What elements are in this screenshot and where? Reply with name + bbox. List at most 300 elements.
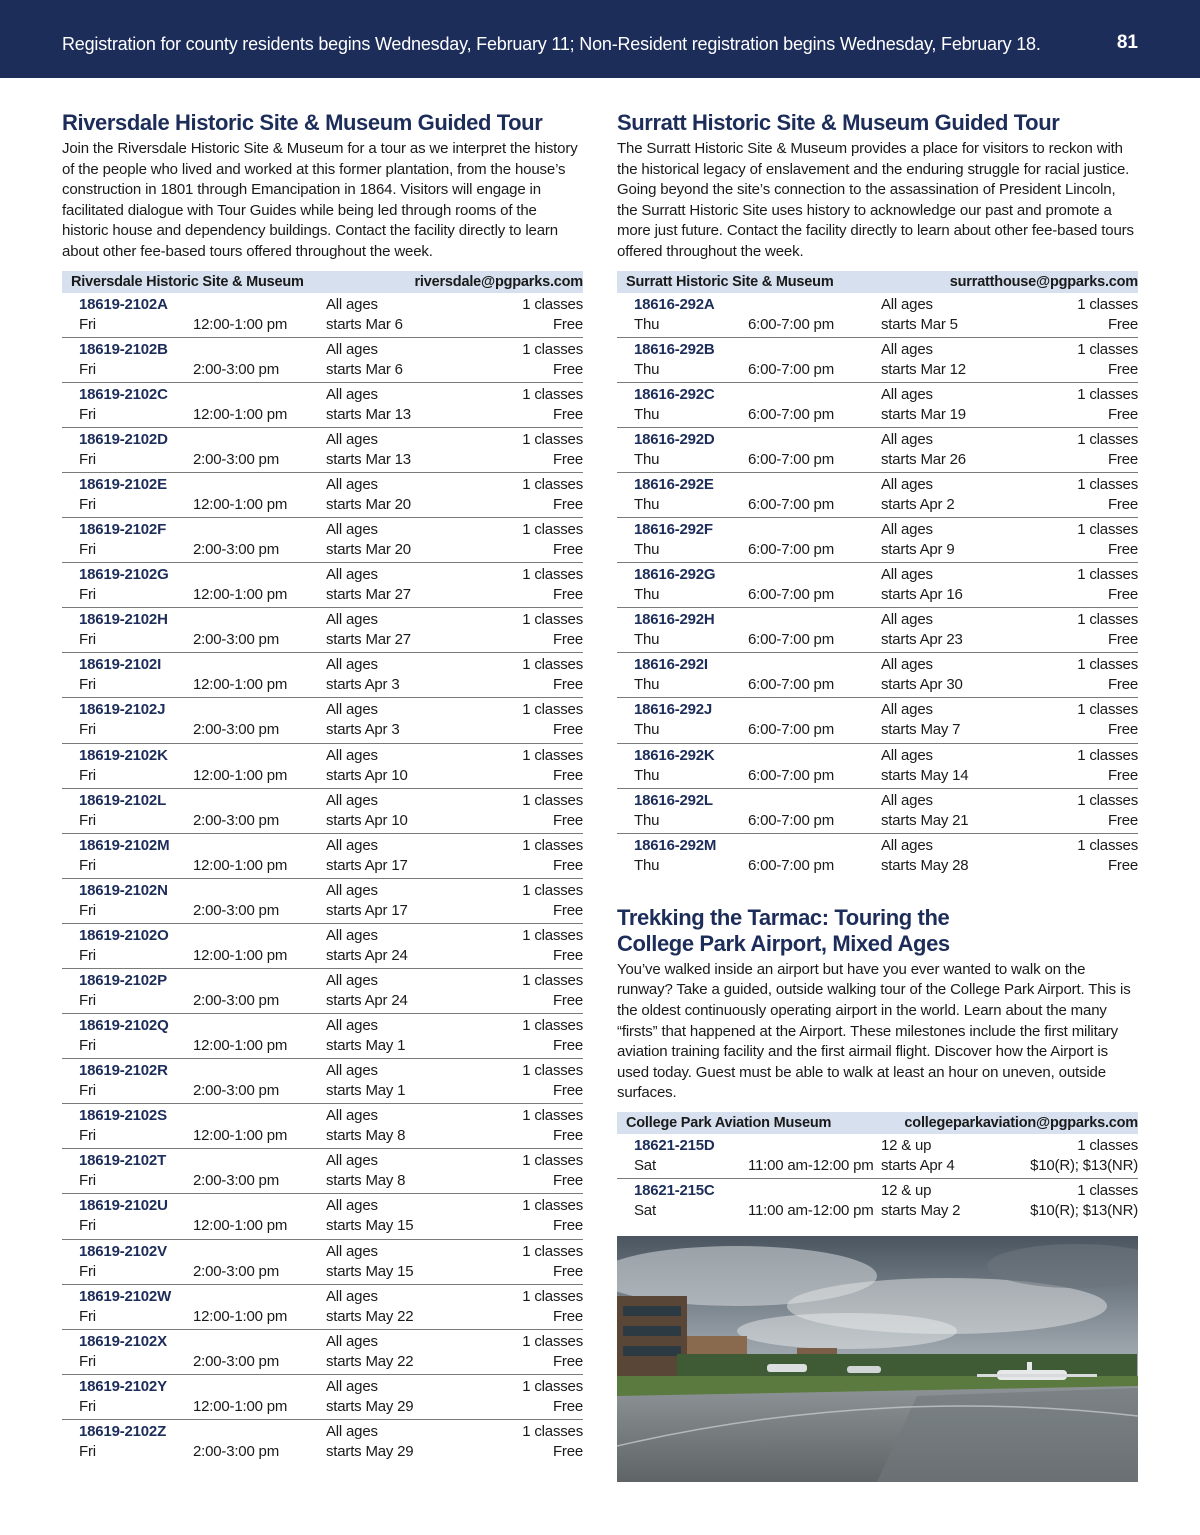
session-row	[62, 518, 583, 563]
age-range: All ages	[881, 385, 933, 403]
course-code[interactable]: 18619-2102T	[79, 1152, 167, 1170]
course-code[interactable]: 18616-292C	[634, 385, 715, 403]
session-row	[62, 473, 583, 518]
facility-name: Surratt Historic Site & Museum	[626, 273, 834, 290]
session-fee: Free	[552, 946, 583, 964]
session-time: 2:00-3:00 pm	[193, 450, 279, 468]
course-code[interactable]: 18616-292H	[634, 611, 715, 629]
class-count: 1 classes	[522, 1287, 583, 1305]
session-fee: Free	[552, 1082, 583, 1100]
session-time: 2:00-3:00 pm	[193, 1082, 279, 1100]
session-day: Fri	[79, 1262, 96, 1280]
session-time: 12:00-1:00 pm	[193, 766, 288, 784]
session-row	[62, 383, 583, 428]
age-range: All ages	[881, 611, 933, 629]
session-fee: Free	[1107, 541, 1138, 559]
course-code[interactable]: 18619-2102Z	[79, 1422, 167, 1440]
course-code[interactable]: 18619-2102P	[79, 971, 167, 989]
session-day: Fri	[79, 495, 96, 513]
class-count: 1 classes	[1077, 656, 1138, 674]
session-day: Thu	[634, 315, 660, 333]
age-range: All ages	[326, 521, 378, 539]
class-count: 1 classes	[522, 1107, 583, 1125]
session-row	[617, 789, 1138, 834]
session-day: Thu	[634, 541, 660, 559]
session-day: Thu	[634, 405, 660, 423]
session-time: 12:00-1:00 pm	[193, 405, 288, 423]
session-row	[62, 653, 583, 698]
session-fee: Free	[552, 901, 583, 919]
session-day: Thu	[634, 676, 660, 694]
start-date: starts Mar 6	[326, 315, 403, 333]
class-count: 1 classes	[522, 1152, 583, 1170]
class-count: 1 classes	[522, 385, 583, 403]
session-day: Fri	[79, 901, 96, 919]
session-day: Fri	[79, 1037, 96, 1055]
session-time: 6:00-7:00 pm	[748, 541, 834, 559]
age-range: All ages	[326, 881, 378, 899]
session-day: Fri	[79, 315, 96, 333]
start-date: starts Apr 24	[326, 991, 408, 1009]
course-code[interactable]: 18616-292B	[634, 340, 715, 358]
class-count: 1 classes	[1077, 521, 1138, 539]
class-count: 1 classes	[522, 340, 583, 358]
session-row	[62, 563, 583, 608]
start-date: starts Mar 19	[881, 405, 966, 423]
surratt-facility-bar	[617, 271, 1138, 293]
session-time: 6:00-7:00 pm	[748, 811, 834, 829]
class-count: 1 classes	[1077, 1182, 1138, 1200]
session-row	[62, 834, 583, 879]
age-range: All ages	[881, 791, 933, 809]
session-time: 6:00-7:00 pm	[748, 360, 834, 378]
session-fee: Free	[1107, 315, 1138, 333]
class-count: 1 classes	[522, 1332, 583, 1350]
session-row	[617, 383, 1138, 428]
start-date: starts May 15	[326, 1217, 414, 1235]
session-day: Thu	[634, 811, 660, 829]
start-date: starts Mar 13	[326, 450, 411, 468]
session-day: Fri	[79, 1397, 96, 1415]
course-code[interactable]: 18619-2102A	[79, 295, 168, 313]
start-date: starts May 8	[326, 1127, 406, 1145]
start-date: starts Apr 10	[326, 766, 408, 784]
age-range: All ages	[326, 566, 378, 584]
course-code[interactable]: 18619-2102K	[79, 746, 168, 764]
age-range: All ages	[881, 701, 933, 719]
session-day: Fri	[79, 586, 96, 604]
tarmac-facility-bar	[617, 1112, 1138, 1134]
session-fee: Free	[1107, 450, 1138, 468]
class-count: 1 classes	[522, 926, 583, 944]
class-count: 1 classes	[522, 881, 583, 899]
session-row	[617, 293, 1138, 338]
age-range: All ages	[326, 656, 378, 674]
start-date: starts May 8	[326, 1172, 406, 1190]
class-count: 1 classes	[1077, 611, 1138, 629]
session-fee: Free	[1107, 631, 1138, 649]
start-date: starts Apr 10	[326, 811, 408, 829]
start-date: starts Mar 27	[326, 586, 411, 604]
tarmac-title-line2: College Park Airport, Mixed Ages	[617, 930, 950, 956]
session-time: 12:00-1:00 pm	[193, 315, 288, 333]
start-date: starts Apr 16	[881, 586, 963, 604]
session-time: 12:00-1:00 pm	[193, 676, 288, 694]
age-range: All ages	[326, 1152, 378, 1170]
course-code[interactable]: 18619-2102I	[79, 656, 162, 674]
age-range: All ages	[326, 791, 378, 809]
age-range: 12 & up	[881, 1182, 932, 1200]
session-row	[62, 1059, 583, 1104]
course-code[interactable]: 18619-2102E	[79, 475, 167, 493]
session-time: 12:00-1:00 pm	[193, 946, 288, 964]
session-list	[617, 1134, 1138, 1224]
facility-email[interactable]: collegeparkaviation@pgparks.com	[904, 1114, 1138, 1131]
session-fee: Free	[1107, 405, 1138, 423]
session-row	[62, 1240, 583, 1285]
course-code[interactable]: 18616-292M	[634, 836, 717, 854]
session-time: 2:00-3:00 pm	[193, 631, 279, 649]
session-fee: Free	[552, 1127, 583, 1145]
age-range: All ages	[326, 746, 378, 764]
age-range: All ages	[326, 1287, 378, 1305]
session-row	[62, 698, 583, 743]
age-range: All ages	[881, 340, 933, 358]
start-date: starts May 14	[881, 766, 969, 784]
session-fee: Free	[552, 1172, 583, 1190]
session-day: Fri	[79, 1082, 96, 1100]
course-code[interactable]: 18619-2102Q	[79, 1017, 169, 1035]
session-list	[62, 293, 583, 1465]
session-time: 2:00-3:00 pm	[193, 1442, 279, 1460]
session-time: 2:00-3:00 pm	[193, 901, 279, 919]
session-time: 2:00-3:00 pm	[193, 1352, 279, 1370]
course-code[interactable]: 18621-215D	[634, 1136, 715, 1154]
course-code[interactable]: 18621-215C	[634, 1182, 715, 1200]
course-code[interactable]: 18619-2102N	[79, 881, 168, 899]
session-day: Fri	[79, 676, 96, 694]
course-code[interactable]: 18619-2102M	[79, 836, 170, 854]
session-time: 12:00-1:00 pm	[193, 1307, 288, 1325]
session-day: Fri	[79, 450, 96, 468]
start-date: starts Mar 12	[881, 360, 966, 378]
class-count: 1 classes	[522, 430, 583, 448]
riversdale-title: Riversdale Historic Site & Museum Guided Tour	[62, 110, 543, 135]
page-number: 81	[1116, 32, 1138, 53]
session-time: 11:00 am-12:00 pm	[748, 1156, 874, 1174]
session-day: Thu	[634, 495, 660, 513]
header-bar	[0, 0, 1200, 78]
session-fee: Free	[552, 631, 583, 649]
course-code[interactable]: 18619-2102Y	[79, 1377, 167, 1395]
session-time: 12:00-1:00 pm	[193, 1127, 288, 1145]
session-day: Fri	[79, 991, 96, 1009]
class-count: 1 classes	[522, 701, 583, 719]
class-count: 1 classes	[1077, 295, 1138, 313]
session-fee: Free	[552, 586, 583, 604]
age-range: All ages	[881, 521, 933, 539]
start-date: starts May 29	[326, 1442, 414, 1460]
course-code[interactable]: 18619-2102V	[79, 1242, 167, 1260]
surratt-description: The Surratt Historic Site & Museum provides a place for visitors to reckon with the historical legacy of enslavement and the enduring struggle for racial justice. Going beyond the site’s connection to the assassination of President Lincoln, the Surratt Historic Site uses history to acknowledge our past and promote a more just future. Contact the facility directly to learn about other fee-based tours offered throughout the week.	[617, 140, 1134, 260]
start-date: starts Mar 20	[326, 495, 411, 513]
session-fee: Free	[552, 676, 583, 694]
start-date: starts Mar 27	[326, 631, 411, 649]
class-count: 1 classes	[522, 1062, 583, 1080]
course-code[interactable]: 18616-292E	[634, 475, 714, 493]
start-date: starts Mar 26	[881, 450, 966, 468]
age-range: All ages	[881, 656, 933, 674]
facility-email[interactable]: riversdale@pgparks.com	[414, 273, 583, 290]
course-code[interactable]: 18616-292J	[634, 701, 713, 719]
session-row	[62, 293, 583, 338]
riversdale-facility-bar	[62, 271, 583, 293]
class-count: 1 classes	[522, 746, 583, 764]
registration-notice: Registration for county residents begins Wednesday, February 11; Non-Resident registration begins Wednesday, February 18.	[62, 34, 1041, 54]
session-day: Fri	[79, 405, 96, 423]
class-count: 1 classes	[1077, 1136, 1138, 1154]
session-time: 6:00-7:00 pm	[748, 676, 834, 694]
start-date: starts Mar 13	[326, 405, 411, 423]
class-count: 1 classes	[1077, 836, 1138, 854]
course-code[interactable]: 18616-292F	[634, 521, 713, 539]
course-code[interactable]: 18619-2102W	[79, 1287, 172, 1305]
session-day: Fri	[79, 1307, 96, 1325]
session-row	[62, 1375, 583, 1420]
session-fee: Free	[552, 1307, 583, 1325]
class-count: 1 classes	[522, 475, 583, 493]
session-day: Thu	[634, 586, 660, 604]
session-day: Fri	[79, 721, 96, 739]
course-code[interactable]: 18616-292L	[634, 791, 713, 809]
age-range: All ages	[326, 701, 378, 719]
session-day: Fri	[79, 1352, 96, 1370]
session-day: Thu	[634, 631, 660, 649]
session-time: 2:00-3:00 pm	[193, 811, 279, 829]
session-row	[617, 1179, 1138, 1224]
age-range: All ages	[326, 1197, 378, 1215]
class-count: 1 classes	[522, 1017, 583, 1035]
age-range: All ages	[326, 1107, 378, 1125]
session-fee: Free	[552, 495, 583, 513]
class-count: 1 classes	[522, 1242, 583, 1260]
class-count: 1 classes	[522, 1422, 583, 1440]
start-date: starts May 22	[326, 1307, 414, 1325]
course-code[interactable]: 18619-2102G	[79, 566, 169, 584]
session-time: 6:00-7:00 pm	[748, 631, 834, 649]
start-date: starts May 1	[326, 1037, 406, 1055]
class-count: 1 classes	[522, 521, 583, 539]
session-row	[617, 428, 1138, 473]
age-range: All ages	[326, 1332, 378, 1350]
session-day: Thu	[634, 360, 660, 378]
age-range: 12 & up	[881, 1136, 932, 1154]
class-count: 1 classes	[1077, 430, 1138, 448]
session-day: Thu	[634, 856, 660, 874]
session-time: 12:00-1:00 pm	[193, 1397, 288, 1415]
session-row	[617, 744, 1138, 789]
start-date: starts Apr 30	[881, 676, 963, 694]
tarmac-title	[617, 905, 1138, 957]
session-fee: $10(R); $13(NR)	[1030, 1202, 1138, 1220]
course-code[interactable]: 18616-292K	[634, 746, 715, 764]
session-day: Fri	[79, 811, 96, 829]
course-code[interactable]: 18616-292D	[634, 430, 715, 448]
course-code[interactable]: 18616-292G	[634, 566, 716, 584]
age-range: All ages	[326, 340, 378, 358]
class-count: 1 classes	[522, 791, 583, 809]
course-code[interactable]: 18619-2102H	[79, 611, 168, 629]
session-row	[62, 428, 583, 473]
facility-name: Riversdale Historic Site & Museum	[71, 273, 304, 290]
session-time: 2:00-3:00 pm	[193, 360, 279, 378]
session-time: 2:00-3:00 pm	[193, 1172, 279, 1190]
course-code[interactable]: 18616-292I	[634, 656, 708, 674]
class-count: 1 classes	[522, 656, 583, 674]
session-row	[617, 698, 1138, 743]
session-fee: Free	[1107, 495, 1138, 513]
session-day: Thu	[634, 766, 660, 784]
age-range: All ages	[326, 971, 378, 989]
session-time: 6:00-7:00 pm	[748, 721, 834, 739]
session-time: 2:00-3:00 pm	[193, 1262, 279, 1280]
age-range: All ages	[326, 385, 378, 403]
start-date: starts Apr 24	[326, 946, 408, 964]
session-row	[62, 338, 583, 383]
course-code[interactable]: 18619-2102B	[79, 340, 168, 358]
session-fee: Free	[552, 450, 583, 468]
class-count: 1 classes	[522, 566, 583, 584]
start-date: starts Apr 17	[326, 856, 408, 874]
session-row	[62, 744, 583, 789]
session-row	[62, 1104, 583, 1149]
course-code[interactable]: 18616-292A	[634, 295, 715, 313]
session-time: 2:00-3:00 pm	[193, 991, 279, 1009]
age-range: All ages	[326, 611, 378, 629]
age-range: All ages	[326, 926, 378, 944]
class-count: 1 classes	[1077, 340, 1138, 358]
class-count: 1 classes	[522, 1197, 583, 1215]
class-count: 1 classes	[522, 836, 583, 854]
age-range: All ages	[326, 1422, 378, 1440]
session-row	[62, 1149, 583, 1194]
start-date: starts Apr 3	[326, 721, 400, 739]
session-row	[62, 1194, 583, 1239]
age-range: All ages	[326, 1017, 378, 1035]
session-time: 12:00-1:00 pm	[193, 856, 288, 874]
session-time: 2:00-3:00 pm	[193, 721, 279, 739]
class-count: 1 classes	[1077, 701, 1138, 719]
class-count: 1 classes	[1077, 385, 1138, 403]
session-time: 6:00-7:00 pm	[748, 315, 834, 333]
class-count: 1 classes	[522, 971, 583, 989]
class-count: 1 classes	[1077, 746, 1138, 764]
start-date: starts Mar 20	[326, 541, 411, 559]
session-day: Fri	[79, 631, 96, 649]
age-range: All ages	[881, 430, 933, 448]
session-time: 6:00-7:00 pm	[748, 495, 834, 513]
start-date: starts May 21	[881, 811, 969, 829]
session-day: Fri	[79, 766, 96, 784]
start-date: starts May 15	[326, 1262, 414, 1280]
start-date: starts Apr 9	[881, 541, 955, 559]
course-code[interactable]: 18619-2102S	[79, 1107, 167, 1125]
session-day: Fri	[79, 1217, 96, 1235]
session-fee: Free	[552, 315, 583, 333]
course-code[interactable]: 18619-2102D	[79, 430, 168, 448]
age-range: All ages	[326, 1062, 378, 1080]
start-date: starts May 29	[326, 1397, 414, 1415]
session-fee: Free	[552, 1262, 583, 1280]
age-range: All ages	[326, 475, 378, 493]
session-fee: Free	[1107, 360, 1138, 378]
session-time: 6:00-7:00 pm	[748, 856, 834, 874]
session-row	[617, 338, 1138, 383]
class-count: 1 classes	[522, 1377, 583, 1395]
session-row	[62, 969, 583, 1014]
session-row	[62, 789, 583, 834]
session-time: 12:00-1:00 pm	[193, 586, 288, 604]
session-fee: Free	[552, 811, 583, 829]
course-code[interactable]: 18619-2102L	[79, 791, 167, 809]
session-day: Fri	[79, 1442, 96, 1460]
session-row	[62, 608, 583, 653]
course-code[interactable]: 18619-2102J	[79, 701, 166, 719]
session-day: Fri	[79, 946, 96, 964]
age-range: All ages	[326, 295, 378, 313]
session-fee: Free	[552, 1352, 583, 1370]
facility-email[interactable]: surratthouse@pgparks.com	[949, 273, 1138, 290]
session-day: Fri	[79, 541, 96, 559]
course-code[interactable]: 18619-2102F	[79, 521, 167, 539]
class-count: 1 classes	[1077, 475, 1138, 493]
session-day: Sat	[634, 1202, 656, 1220]
course-code[interactable]: 18619-2102U	[79, 1197, 168, 1215]
start-date: starts Apr 2	[881, 495, 955, 513]
session-row	[617, 834, 1138, 879]
session-fee: Free	[552, 1217, 583, 1235]
session-row	[617, 518, 1138, 563]
age-range: All ages	[881, 566, 933, 584]
session-row	[62, 1330, 583, 1375]
session-fee: Free	[1107, 766, 1138, 784]
tarmac-section	[617, 905, 1138, 1224]
start-date: starts Apr 17	[326, 901, 408, 919]
course-code[interactable]: 18619-2102O	[79, 926, 169, 944]
start-date: starts Apr 23	[881, 631, 963, 649]
start-date: starts May 22	[326, 1352, 414, 1370]
session-row	[617, 563, 1138, 608]
start-date: starts May 28	[881, 856, 969, 874]
session-time: 2:00-3:00 pm	[193, 541, 279, 559]
surratt-title: Surratt Historic Site & Museum Guided Tour	[617, 110, 1060, 135]
start-date: starts May 1	[326, 1082, 406, 1100]
session-fee: Free	[552, 1037, 583, 1055]
session-row	[617, 1134, 1138, 1179]
course-code[interactable]: 18619-2102R	[79, 1062, 168, 1080]
riversdale-description: Join the Riversdale Historic Site & Museum for a tour as we interpret the history of the people who lived and worked at this former plantation, from the house’s construction in 1801 through Emancipation in 1864. Visitors will engage in facilitated dialogue with Tour Guides while being led through rooms of the historic house and dependency buildings. Contact the facility directly to learn about other fee-based tours offered throughout the week.	[62, 140, 578, 260]
session-day: Sat	[634, 1156, 656, 1174]
session-day: Fri	[79, 360, 96, 378]
session-time: 11:00 am-12:00 pm	[748, 1202, 874, 1220]
session-fee: Free	[552, 405, 583, 423]
session-fee: Free	[552, 1397, 583, 1415]
course-code[interactable]: 18619-2102X	[79, 1332, 167, 1350]
course-code[interactable]: 18619-2102C	[79, 385, 168, 403]
session-fee: Free	[1107, 586, 1138, 604]
session-fee: Free	[552, 991, 583, 1009]
riversdale-section	[62, 110, 583, 1465]
